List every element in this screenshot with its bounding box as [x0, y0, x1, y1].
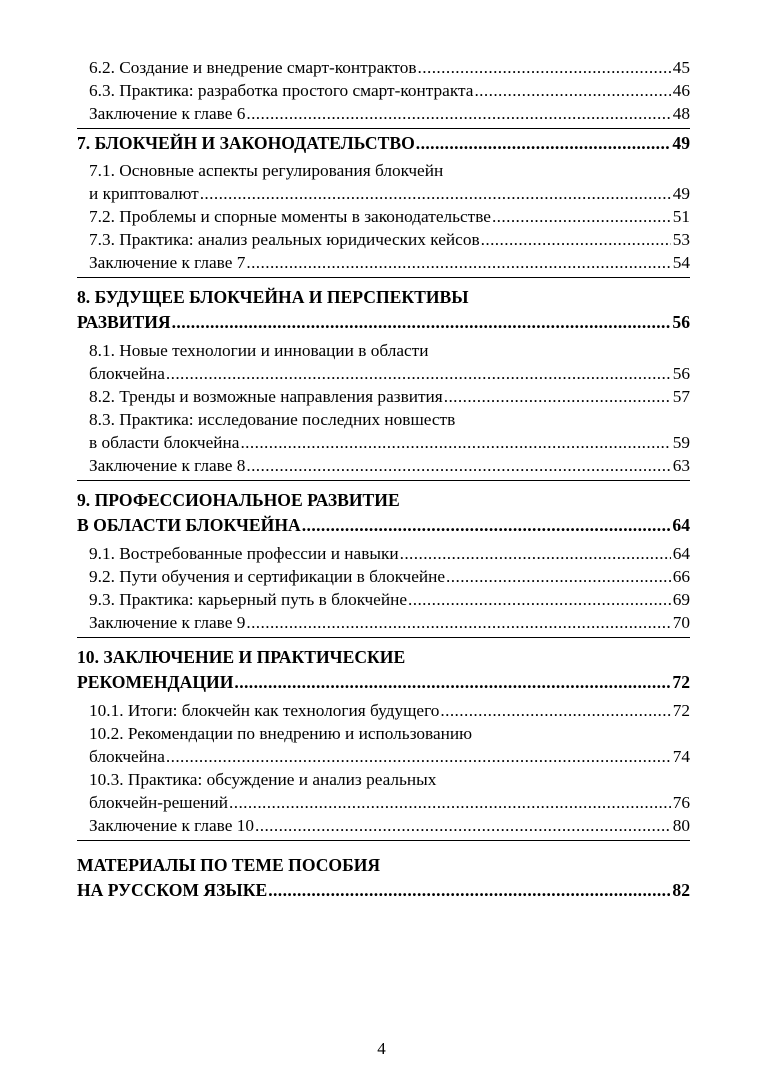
dot-leader — [408, 588, 671, 611]
toc-entry-row — [89, 588, 690, 611]
toc-entry-title: Заключение к главе 7 — [89, 253, 246, 272]
toc-entry-row — [77, 670, 690, 695]
toc-entry-title: блокчейн-решений — [89, 793, 228, 812]
toc-entry-row — [89, 565, 690, 588]
dot-leader — [246, 454, 670, 477]
dot-leader — [246, 102, 670, 125]
toc-entry-row — [89, 791, 690, 814]
toc-entry-row — [77, 131, 690, 156]
toc-entry-title: 7.2. Проблемы и спорные моменты в законодательстве — [89, 207, 491, 226]
toc-entry-title-line: 10.3. Практика: обсуждение и анализ реальных — [89, 770, 437, 789]
toc-entry-row — [89, 205, 690, 228]
toc-entry-page: 72 — [672, 672, 690, 692]
toc-entry-title-line: МАТЕРИАЛЫ ПО ТЕМЕ ПОСОБИЯ — [77, 855, 381, 875]
dot-leader — [246, 611, 670, 634]
toc-entry-title: в области блокчейна — [89, 433, 240, 452]
toc-entry-row — [89, 228, 690, 251]
dot-leader — [492, 205, 671, 228]
toc-entry-page: 54 — [672, 253, 690, 272]
toc-entry-page: 70 — [672, 613, 690, 632]
toc-entry-page: 51 — [672, 207, 690, 226]
toc-entry-title-line: 8.1. Новые технологии и инновации в области — [89, 341, 429, 360]
toc-entry-title: 7. БЛОКЧЕЙН И ЗАКОНОДАТЕЛЬСТВО — [77, 133, 415, 153]
toc-entry-page: 64 — [672, 515, 690, 535]
toc-entry-row — [77, 878, 690, 903]
dot-leader — [255, 814, 671, 837]
dot-leader — [240, 431, 670, 454]
toc-entry-row — [89, 102, 690, 125]
toc-entry-title: Заключение к главе 9 — [89, 613, 246, 632]
toc-section-entry — [77, 228, 690, 251]
dot-leader — [440, 699, 670, 722]
toc-entry-page: 49 — [672, 184, 690, 203]
toc-entry-page: 66 — [672, 567, 690, 586]
toc-section-entry — [77, 699, 690, 722]
dot-leader — [166, 362, 671, 385]
toc-chapter-entry — [77, 477, 690, 542]
toc-section-entry — [77, 339, 690, 385]
toc-entry-row — [89, 454, 690, 477]
dot-leader — [444, 385, 671, 408]
dot-leader — [172, 310, 671, 335]
toc-entry-row — [89, 251, 690, 274]
toc-section-entry — [77, 102, 690, 125]
toc-entry-title-line: 7.1. Основные аспекты регулирования блокчейн — [89, 161, 444, 180]
toc-section-entry — [77, 205, 690, 228]
toc-entry-title: и криптовалют — [89, 184, 199, 203]
toc-entry-title: 9.1. Востребованные профессии и навыки — [89, 544, 399, 563]
toc-section-entry — [77, 56, 690, 79]
toc-section-entry — [77, 454, 690, 477]
dot-leader — [234, 670, 670, 695]
toc-section-entry — [77, 722, 690, 768]
toc-section-entry — [77, 588, 690, 611]
toc-entry-page: 80 — [672, 816, 690, 835]
toc-entry-row — [89, 362, 690, 385]
dot-leader — [302, 513, 671, 538]
toc-entry-row — [77, 310, 690, 335]
toc-entry-title-line: 10.2. Рекомендации по внедрению и использованию — [89, 724, 473, 743]
toc-entry-page: 48 — [672, 104, 690, 123]
toc-entry-title: 9.3. Практика: карьерный путь в блокчейне — [89, 590, 407, 609]
dot-leader — [166, 745, 671, 768]
toc-entry-row — [77, 513, 690, 538]
toc-entry-title: Заключение к главе 8 — [89, 456, 246, 475]
toc-entry-page: 59 — [672, 433, 690, 452]
dot-leader — [400, 542, 671, 565]
toc-entry-title: блокчейна — [89, 747, 165, 766]
toc-entry-page: 56 — [672, 312, 690, 332]
dot-leader — [200, 182, 671, 205]
toc-entry-title: РЕКОМЕНДАЦИИ — [77, 672, 234, 692]
toc-entry-row — [89, 182, 690, 205]
toc-entry-title-line: 9. ПРОФЕССИОНАЛЬНОЕ РАЗВИТИЕ — [77, 490, 400, 510]
toc-entry-title: Заключение к главе 6 — [89, 104, 246, 123]
toc-entry-row — [89, 814, 690, 837]
toc-entry-page: 64 — [672, 544, 690, 563]
toc-section-entry — [77, 159, 690, 205]
toc-entry-row — [89, 56, 690, 79]
toc-entry-row — [89, 431, 690, 454]
toc-entry-page: 56 — [672, 364, 690, 383]
toc-entry-row — [89, 542, 690, 565]
toc-entry-title: НА РУССКОМ ЯЗЫКЕ — [77, 880, 268, 900]
toc-entry-page: 63 — [672, 456, 690, 475]
dot-leader — [446, 565, 671, 588]
toc-entry-page: 57 — [672, 387, 690, 406]
toc-entry-page: 74 — [672, 747, 690, 766]
toc-entry-row — [89, 745, 690, 768]
toc-chapter-entry — [77, 274, 690, 339]
dot-leader — [474, 79, 670, 102]
toc-entry-page: 49 — [672, 133, 690, 153]
dot-leader — [229, 791, 671, 814]
toc-entry-page: 72 — [672, 701, 690, 720]
toc-entry-title: 9.2. Пути обучения и сертификации в блокчейне — [89, 567, 446, 586]
toc-entry-page: 46 — [672, 81, 690, 100]
dot-leader — [416, 131, 671, 156]
toc-entry-page: 53 — [672, 230, 690, 249]
page-number: 4 — [377, 1039, 386, 1058]
toc-entry-title: блокчейна — [89, 364, 165, 383]
toc-entry-row — [89, 699, 690, 722]
toc-section-entry — [77, 814, 690, 837]
toc-entry-title: Заключение к главе 10 — [89, 816, 254, 835]
toc-entry-title-line: 8. БУДУЩЕЕ БЛОКЧЕЙНА И ПЕРСПЕКТИВЫ — [77, 287, 469, 307]
toc-section-entry — [77, 542, 690, 565]
toc-entry-title: 6.3. Практика: разработка простого смарт-контракта — [89, 81, 474, 100]
toc-section-entry — [77, 565, 690, 588]
toc-entry-title: 7.3. Практика: анализ реальных юридических кейсов — [89, 230, 480, 249]
toc-chapter-entry — [77, 837, 690, 903]
toc-section-entry — [77, 251, 690, 274]
dot-leader — [268, 878, 670, 903]
toc-section-entry — [77, 79, 690, 102]
toc-entry-title: В ОБЛАСТИ БЛОКЧЕЙНА — [77, 515, 301, 535]
table-of-contents — [77, 56, 690, 903]
dot-leader — [418, 56, 671, 79]
toc-entry-title-line: 8.3. Практика: исследование последних новшеств — [89, 410, 456, 429]
toc-chapter-entry — [77, 634, 690, 699]
toc-entry-page: 76 — [672, 793, 690, 812]
toc-entry-row — [89, 611, 690, 634]
toc-entry-page: 69 — [672, 590, 690, 609]
toc-entry-title: РАЗВИТИЯ — [77, 312, 171, 332]
toc-chapter-entry — [77, 125, 690, 159]
toc-section-entry — [77, 385, 690, 408]
dot-leader — [481, 228, 671, 251]
toc-section-entry — [77, 768, 690, 814]
toc-section-entry — [77, 611, 690, 634]
toc-entry-row — [89, 79, 690, 102]
toc-entry-title: 10.1. Итоги: блокчейн как технология будущего — [89, 701, 440, 720]
toc-entry-page: 82 — [672, 880, 690, 900]
toc-section-entry — [77, 408, 690, 454]
toc-entry-title-line: 10. ЗАКЛЮЧЕНИЕ И ПРАКТИЧЕСКИЕ — [77, 647, 406, 667]
toc-entry-row — [89, 385, 690, 408]
toc-entry-title: 8.2. Тренды и возможные направления развития — [89, 387, 443, 406]
toc-entry-page: 45 — [672, 58, 690, 77]
dot-leader — [246, 251, 670, 274]
toc-entry-title: 6.2. Создание и внедрение смарт-контрактов — [89, 58, 417, 77]
